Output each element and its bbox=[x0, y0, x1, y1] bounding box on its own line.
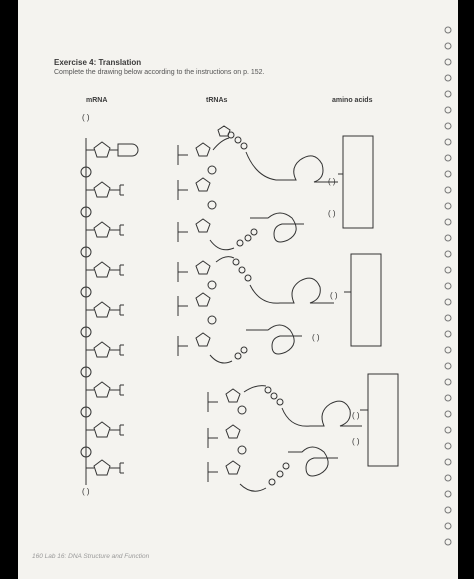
mrna-top-blank: ( ) bbox=[82, 113, 90, 122]
worksheet-page bbox=[18, 0, 458, 579]
mrna-sugar bbox=[94, 182, 110, 197]
trna-3 bbox=[178, 257, 334, 316]
translation-diagram bbox=[18, 0, 458, 579]
mrna-bottom-blank: ( ) bbox=[82, 487, 90, 496]
exercise-instructions: Complete the drawing below according to the instructions on p. 152. bbox=[54, 69, 265, 76]
trna-5-blank: ( ) bbox=[352, 411, 360, 420]
mrna-strand bbox=[81, 138, 138, 485]
mrna-base-example bbox=[110, 144, 138, 156]
page-footer: 160 Lab 16: DNA Structure and Function bbox=[32, 553, 150, 560]
trna-2 bbox=[178, 201, 304, 250]
trna-2-blank: ( ) bbox=[328, 209, 336, 218]
trnas-column-heading: tRNAs bbox=[206, 97, 228, 104]
trna-6-blank: ( ) bbox=[352, 437, 360, 446]
amino-acids-column-heading: amino acids bbox=[332, 97, 373, 104]
trna-3-blank: ( ) bbox=[330, 291, 338, 300]
mrna-sugar bbox=[94, 142, 110, 157]
amino-acid-box-1 bbox=[343, 136, 373, 228]
trna-4-blank: ( ) bbox=[312, 333, 320, 342]
trna-4 bbox=[178, 316, 302, 363]
trna-1-blank: ( ) bbox=[328, 177, 336, 186]
amino-acid-box-2 bbox=[351, 254, 381, 346]
binding-holes bbox=[445, 27, 451, 545]
exercise-title: Exercise 4: Translation bbox=[54, 58, 142, 67]
trna-1 bbox=[178, 126, 338, 200]
trna-6 bbox=[208, 446, 338, 491]
mrna-column-heading: mRNA bbox=[86, 97, 108, 104]
trna-5 bbox=[208, 386, 362, 448]
amino-acid-box-3 bbox=[368, 374, 398, 466]
